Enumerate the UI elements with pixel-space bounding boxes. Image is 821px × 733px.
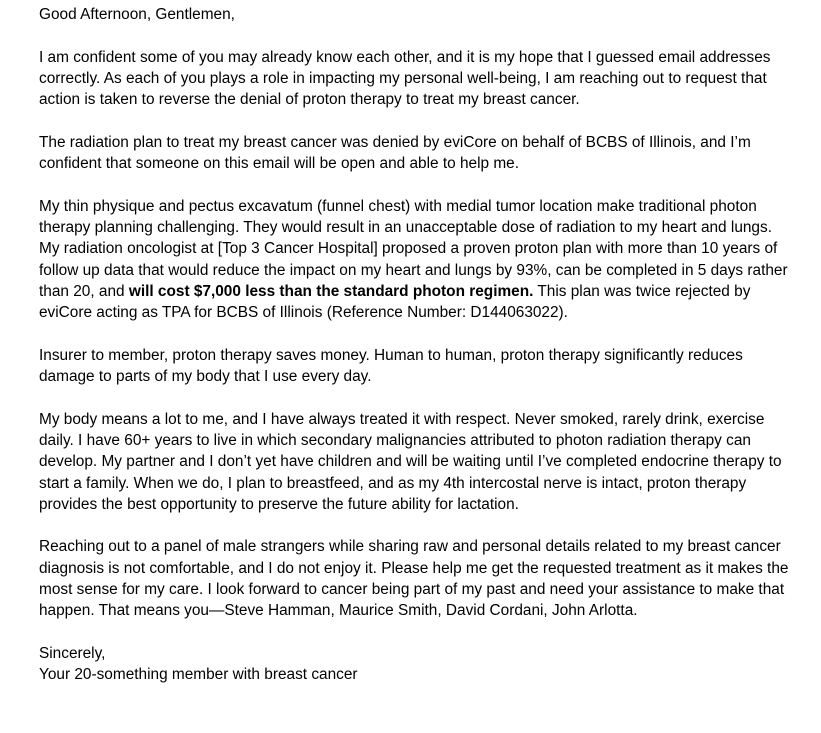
rejection-text: This plan was twice rejected by eviCore acting as TPA for BCBS of Illinois (Reference Number: D144063022).	[39, 282, 751, 322]
paragraph-treatment-plan	[39, 196, 791, 324]
closing: Sincerely,	[39, 644, 106, 662]
paragraph-savings: Insurer to member, proton therapy saves money. Human to human, proton therapy significantly reduces damage to parts of my body that I use every day.	[39, 346, 743, 386]
treatment-plan-text: My thin physique and pectus excavatum (funnel chest) with medial tumor location make traditional photon therapy planning challenging. They would result in an unacceptable dose of radiation to my heart and lungs. My radiation oncologist at [Top 3 Cancer Hospital] proposed a proven proton plan with more than 10 years of follow up data that would reduce the impact on my heart and lungs by 93%, can be completed in 5 days rather than 20, and	[39, 197, 788, 300]
cost-savings-highlight: will cost $7,000 less than the standard photon regimen.	[128, 282, 534, 300]
paragraph-intro: I am confident some of you may already know each other, and it is my hope that I guessed email addresses correctly. As each of you plays a role in impacting my personal well-being, I am reaching out to request that action is taken to reverse the denial of proton therapy to treat my breast cancer.	[39, 48, 771, 109]
letter-body	[39, 4, 791, 686]
signature: Your 20-something member with breast cancer	[39, 666, 358, 684]
paragraph-request: Reaching out to a panel of male strangers while sharing raw and personal details related to my breast cancer diagnosis is not comfortable, and I do not enjoy it. Please help me get the requested treatment as it makes the most sense for my care. I look forward to cancer being part of my past and need your assistance to make that happen. That means you—Steve Hamman, Maurice Smith, David Cordani, John Arlotta.	[39, 538, 789, 620]
paragraph-denial: The radiation plan to treat my breast cancer was denied by eviCore on behalf of BCBS of Illinois, and I’m confident that someone on this email will be open and able to help me.	[39, 133, 751, 173]
greeting: Good Afternoon, Gentlemen,	[39, 6, 235, 23]
paragraph-personal: My body means a lot to me, and I have always treated it with respect. Never smoked, rarely drink, exercise daily. I have 60+ years to live in which secondary malignancies attributed to photon radiation therapy can develop. My partner and I don’t yet have children and will be waiting until I’ve completed endocrine therapy to start a family. When we do, I plan to breastfeed, and as my 4th intercostal nerve is intact, proton therapy provides the best opportunity to preserve the future ability for lactation.	[39, 410, 782, 513]
